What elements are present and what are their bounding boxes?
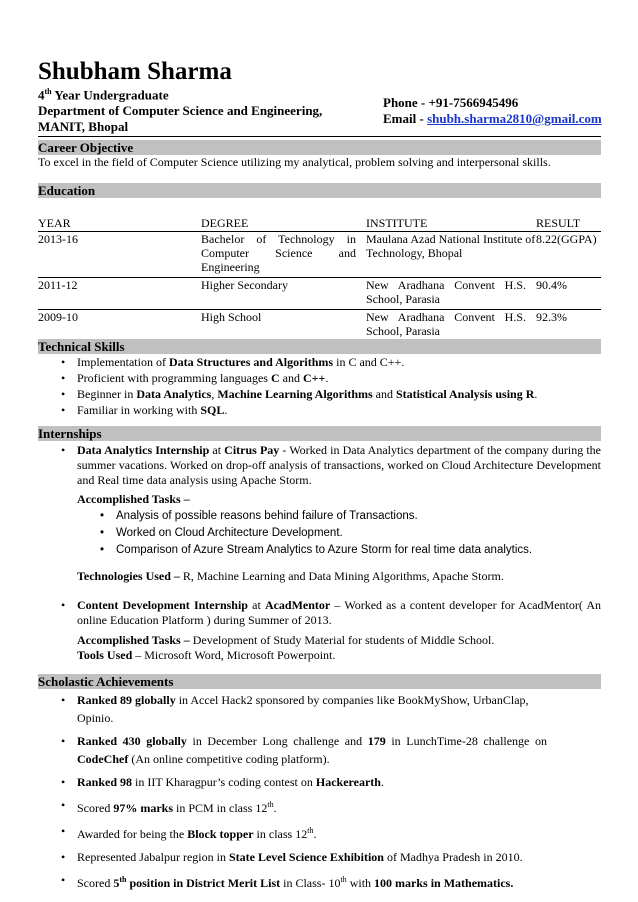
internship-2-tools: Tools Used – Microsoft Word, Microsoft Powerpoint. — [77, 648, 336, 662]
table-row: 2009-10 High School New Aradhana Convent H.S. School, Parasia 92.3% — [38, 310, 567, 338]
phone-line: Phone - +91-7566945496 — [383, 95, 519, 110]
year-line: 4th Year Undergraduate — [38, 87, 169, 103]
section-technical-skills: Technical Skills — [38, 339, 601, 354]
list-item: • Analysis of possible reasons behind failure of Transactions. — [116, 508, 601, 525]
career-objective-text: To excel in the field of Computer Science utilizing my analytical, problem solving and interpersonal skills. — [38, 155, 551, 169]
table-header-row — [38, 216, 601, 232]
phone-number: +91-7566945496 — [428, 95, 519, 110]
divider — [38, 136, 601, 137]
section-internships: Internships — [38, 426, 601, 441]
section-scholastic-achievements: Scholastic Achievements — [38, 674, 601, 689]
table-row: 2013-16 Bachelor of Technology in Computer Science and Engineering Maulana Azad National Institute of Technology, Bhopal 8.22(GGPA) — [38, 232, 601, 278]
header-info — [38, 84, 322, 135]
col-result: RESULT — [536, 216, 601, 232]
col-institute: INSTITUTE — [366, 216, 536, 232]
tasks-list — [116, 508, 601, 559]
internship-2-summary: • Content Development Internship at AcadMentor – Worked as a content developer for AcadMentor( An online Education Platform ) during Summer of 2013. — [77, 598, 601, 628]
list-item: • Worked on Cloud Architecture Development. — [116, 525, 601, 542]
internship-1 — [77, 443, 601, 488]
internship-2-details — [77, 633, 494, 663]
accomplished-tasks-label: Accomplished Tasks – — [77, 492, 190, 506]
list-item: • Awarded for being the Block topper in class 12th. — [77, 822, 547, 843]
list-item: • Ranked 430 globally in December Long challenge and 179 in LunchTime-28 challenge on CodeChef (An online competitive coding platform). — [77, 732, 547, 768]
col-degree: DEGREE — [201, 216, 366, 232]
candidate-name: Shubham Sharma — [38, 58, 232, 85]
list-item: • Ranked 89 globally in Accel Hack2 sponsored by companies like BookMyShow, UrbanClap, Opinio. — [77, 691, 547, 727]
list-item: • Comparison of Azure Stream Analytics to Azure Storm for real time data analytics. — [116, 542, 601, 559]
list-item: • Scored 97% marks in PCM in class 12th. — [77, 796, 547, 817]
table-row: 2011-12 Higher Secondary New Aradhana Convent H.S. School, Parasia 90.4% — [38, 278, 601, 310]
college: MANIT, Bhopal — [38, 119, 129, 135]
list-item: • Ranked 98 in IIT Kharagpur’s coding contest on Hackerearth. — [77, 773, 547, 791]
education-table — [38, 216, 601, 341]
internship-2-tasks: Accomplished Tasks – Development of Study Material for students of Middle School. — [77, 633, 495, 647]
internship-1-summary: • Data Analytics Internship at Citrus Pay - Worked in Data Analytics department of the company during the summer vacations. Worked on drop-off analysis of transactions, worked on Cloud Architecture Development and Real time data analysis using Apache Storm. — [77, 443, 601, 488]
email-link[interactable]: shubh.sharma2810@gmail.com — [427, 111, 602, 126]
section-education: Education — [38, 183, 601, 198]
list-item: • Beginner in Data Analytics, Machine Learning Algorithms and Statistical Analysis using R. — [77, 386, 601, 402]
email-line: Email - shubh.sharma2810@gmail.com — [383, 111, 602, 126]
technologies-used: Technologies Used – R, Machine Learning and Data Mining Algorithms, Apache Storm. — [77, 569, 504, 583]
internship-2 — [77, 598, 601, 628]
list-item: • Scored 5th position in District Merit List in Class- 10th with 100 marks in Mathematics. — [77, 871, 547, 892]
col-year: YEAR — [38, 216, 201, 232]
list-item: • Familiar in working with SQL. — [77, 402, 601, 418]
achievements-list — [77, 691, 547, 892]
contact-info — [383, 95, 602, 127]
department: Department of Computer Science and Engineering, — [38, 103, 323, 119]
list-item: • Represented Jabalpur region in State Level Science Exhibition of Madhya Pradesh in 2010. — [77, 848, 547, 866]
list-item: • Proficient with programming languages C and C++. — [77, 370, 601, 386]
section-career-objective: Career Objective — [38, 140, 601, 155]
list-item: • Implementation of Data Structures and Algorithms in C and C++. — [77, 354, 601, 370]
skills-list — [77, 354, 601, 418]
